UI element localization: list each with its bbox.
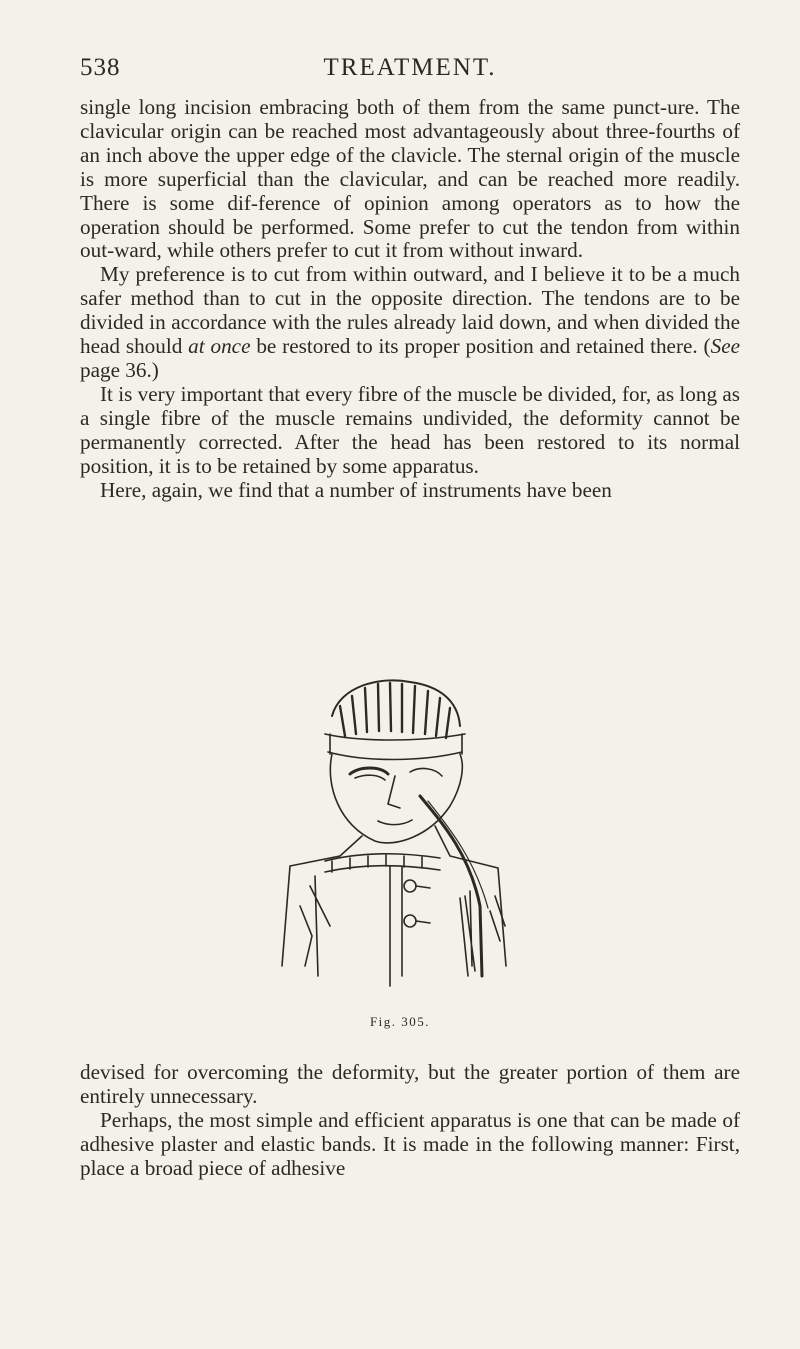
paragraph: My preference is to cut from within outward, and I believe it to be a much safer method than to cut in the opposite direction. The tendons are to be divided in accordance with the rules already laid down, and when divided the head should at once be restored to its proper position and retained there. (See page 36.): [80, 262, 740, 382]
figure-illustration: [270, 676, 530, 1006]
text-block-lower: [80, 1061, 740, 1181]
page-header: [80, 54, 740, 94]
text-block-upper: [80, 96, 740, 502]
page-number: 538: [80, 54, 121, 81]
see-reference: See: [710, 334, 740, 359]
paragraph: devised for overcoming the deformity, but the greater portion of them are entirely unnecessary.: [80, 1060, 740, 1108]
paragraph: Perhaps, the most simple and efficient apparatus is one that can be made of adhesive plaster and elastic bands. It is made in the following manner: First, place a broad piece of adhesive: [80, 1107, 740, 1180]
paragraph: It is very important that every fibre of the muscle be divided, for, as long as a single fibre of the muscle remains undivided, the deformity cannot be permanently corrected. After the head has been restored to its normal position, it is to be retained by some apparatus.: [80, 381, 740, 478]
figure-caption: Fig. 305.: [369, 1014, 431, 1029]
paragraph: Here, again, we find that a number of instruments have been: [100, 477, 612, 502]
head-retention-apparatus-drawing: [270, 676, 530, 1006]
running-head: TREATMENT.: [323, 54, 497, 81]
paragraph: single long incision embracing both of them from the same punct-ure. The clavicular origin can be reached most advantageously about three-fourths of an inch above the upper edge of the clavicle. The sternal origin of the muscle is more superficial than the clavicular, and can be reached more readily. There is some dif-ference of opinion among operators as to how the operation should be performed. Some prefer to cut the tendon from within out-ward, while others prefer to cut it from without inward.: [80, 95, 740, 263]
emphasis: at once: [188, 334, 251, 359]
